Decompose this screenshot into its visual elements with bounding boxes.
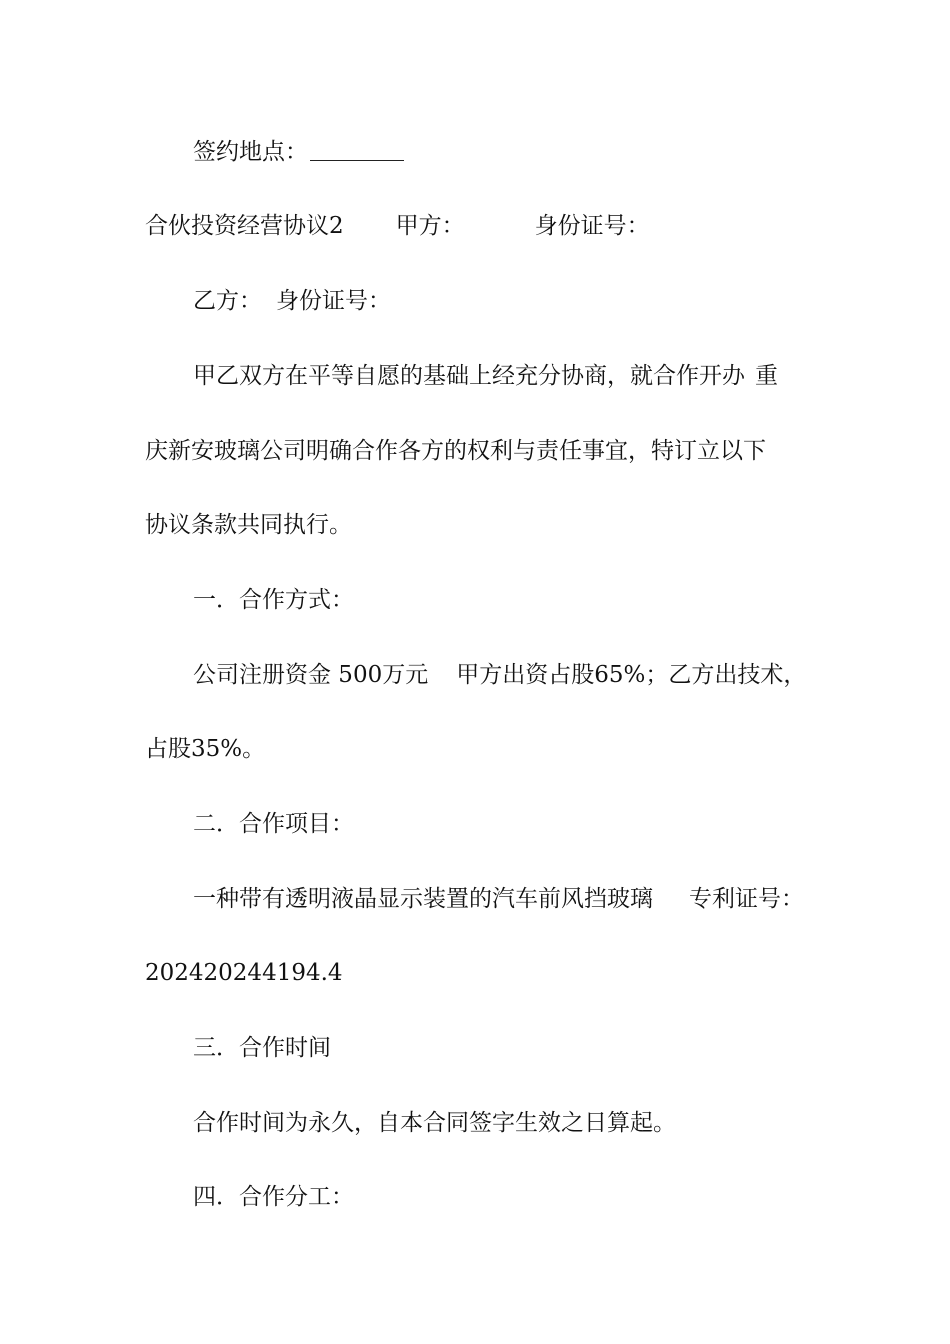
party-a-label: 甲方： <box>395 213 465 239</box>
section-1-text-a: 公司注册资金 500万元 <box>193 662 429 688</box>
section-1-text-c: 占股35%。 <box>145 736 266 762</box>
section-4-heading <box>193 1182 815 1212</box>
party-a-id-label: 身份证号： <box>534 213 650 239</box>
signing-place-blank <box>310 138 404 161</box>
patent-number: 202420244194.4 <box>145 960 343 986</box>
section-2-text-a: 一种带有透明液晶显示装置的汽车前风挡玻璃 <box>193 886 653 912</box>
party-b-line <box>193 286 815 316</box>
intro-text-2: 庆新安玻璃公司明确合作各方的权利与责任事宜，特订立以下 <box>145 438 766 464</box>
intro-text-1-tail: 重 <box>755 363 778 389</box>
section-3-line-1 <box>193 1108 815 1138</box>
section-1-heading-text: 一．合作方式： <box>193 587 354 613</box>
section-3-heading <box>193 1033 815 1063</box>
intro-text-1: 甲乙双方在平等自愿的基础上经充分协商，就合作开办 <box>193 363 745 389</box>
section-2-line-1 <box>193 884 815 914</box>
section-1-line-1 <box>193 660 815 690</box>
party-b-id-label: 身份证号： <box>276 288 391 314</box>
document-title: 合伙投资经营协议2 <box>145 213 344 239</box>
title-line <box>145 211 815 241</box>
section-3-heading-text: 三．合作时间 <box>193 1035 331 1061</box>
section-4-heading-text: 四．合作分工： <box>193 1184 354 1210</box>
section-2-line-2 <box>145 958 815 988</box>
intro-line-2 <box>145 436 815 466</box>
section-1-heading <box>193 585 815 615</box>
signing-place-label: 签约地点： <box>193 139 308 165</box>
intro-line-3 <box>145 510 815 540</box>
section-2-text-b: 专利证号： <box>689 886 804 912</box>
intro-text-3: 协议条款共同执行。 <box>145 512 352 538</box>
section-1-text-b: 甲方出资占股65%；乙方出技术， <box>456 662 807 688</box>
section-2-heading-text: 二．合作项目： <box>193 811 354 837</box>
section-2-heading <box>193 809 815 839</box>
section-3-text: 合作时间为永久，自本合同签字生效之日算起。 <box>193 1110 676 1136</box>
signing-place-line <box>193 137 815 167</box>
section-1-line-2 <box>145 734 815 764</box>
party-b-label: 乙方： <box>193 288 262 314</box>
intro-line-1 <box>193 361 815 391</box>
